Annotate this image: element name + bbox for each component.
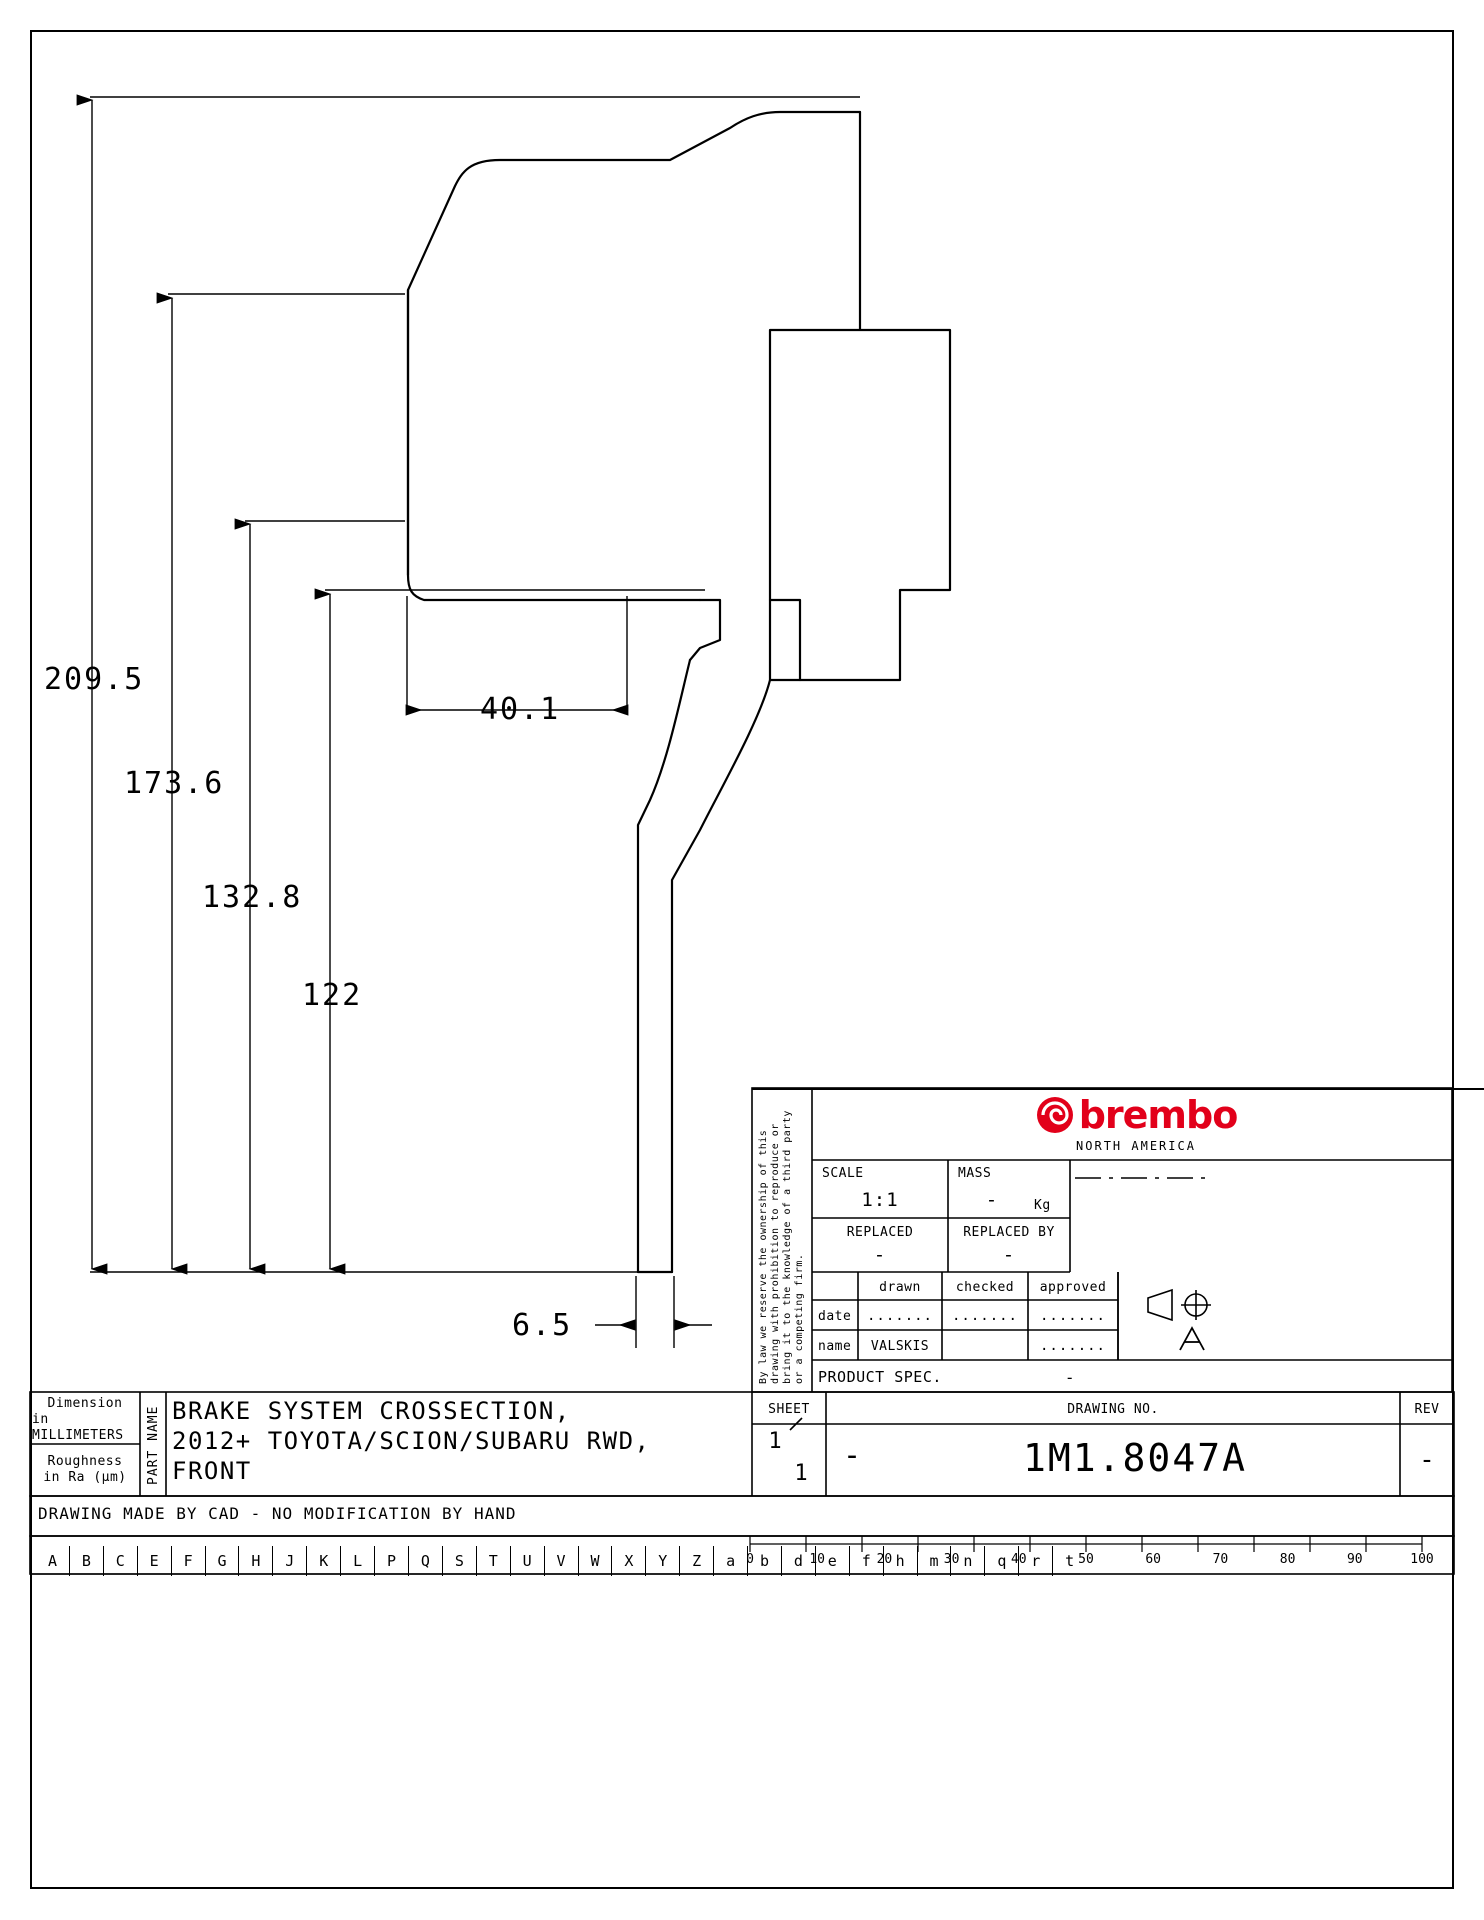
- alphabet-cell-q: q: [984, 1546, 1018, 1576]
- alphabet-cell-e: e: [815, 1546, 849, 1576]
- drawing-no-label: DRAWING NO.: [1067, 1401, 1159, 1417]
- column-drawn: drawn: [879, 1279, 921, 1295]
- alphabet-cell-a: a: [713, 1546, 747, 1576]
- replaced-label: REPLACED: [846, 1224, 914, 1240]
- product-spec-value: -: [1064, 1367, 1076, 1387]
- cad-note: DRAWING MADE BY CAD - NO MODIFICATION BY HAND: [38, 1504, 517, 1523]
- sheet-label: SHEET: [768, 1401, 810, 1417]
- scale-value: 1:1: [861, 1189, 899, 1211]
- alphabet-cell-B: B: [69, 1546, 103, 1576]
- alphabet-cell-G: G: [205, 1546, 239, 1576]
- alphabet-cell-n: n: [950, 1546, 984, 1576]
- alphabet-cell-Y: Y: [645, 1546, 679, 1576]
- alphabet-cell-A: A: [47, 1552, 57, 1570]
- alphabet-cell-P: P: [374, 1546, 408, 1576]
- font-sample-row: [36, 1544, 1086, 1578]
- alphabet-cell-d: d: [781, 1546, 815, 1576]
- ruler-tick-10: 10: [809, 1552, 826, 1567]
- name-approved: .......: [1039, 1338, 1106, 1354]
- ruler-tick-20: 20: [876, 1552, 893, 1567]
- alphabet-cell-f: f: [849, 1546, 883, 1576]
- date-drawn: .......: [866, 1308, 933, 1324]
- rev-value: -: [1419, 1445, 1435, 1475]
- alphabet-cell-r: r: [1018, 1546, 1052, 1576]
- rev-label: REV: [1414, 1401, 1440, 1417]
- replaced-value: -: [873, 1244, 887, 1266]
- ruler-tick-80: 80: [1279, 1552, 1296, 1567]
- alphabet-cell-J: J: [272, 1546, 306, 1576]
- replaced-by-label: REPLACED BY: [963, 1224, 1055, 1240]
- replaced-by-value: -: [1002, 1244, 1016, 1266]
- ruler-tick-40: 40: [1010, 1552, 1027, 1567]
- alphabet-cell-t: t: [1052, 1546, 1086, 1576]
- brembo-wordmark: brembo: [1078, 1093, 1238, 1137]
- drawing-number: 1M1.8047A: [1023, 1436, 1247, 1480]
- date-checked: .......: [951, 1308, 1018, 1324]
- dimension-122: 122: [302, 978, 363, 1013]
- name-drawn: VALSKIS: [870, 1338, 930, 1354]
- dimension-units-label: Dimension in MILLIMETERS: [32, 1396, 124, 1443]
- alphabet-cell-Q: Q: [408, 1546, 442, 1576]
- alphabet-cell-H: H: [238, 1546, 272, 1576]
- alphabet-cell-Z: Z: [679, 1546, 713, 1576]
- alphabet-cell-V: V: [544, 1546, 578, 1576]
- alphabet-cell-X: X: [611, 1546, 645, 1576]
- ruler-tick-0: 0: [746, 1552, 754, 1567]
- alphabet-cell-C: C: [103, 1546, 137, 1576]
- sheet-number: 1: [768, 1428, 782, 1454]
- dimension-173-6: 173.6: [124, 766, 225, 801]
- ruler-tick-60: 60: [1145, 1552, 1162, 1567]
- alphabet-cell-m: m: [917, 1546, 951, 1576]
- ruler-tick-70: 70: [1212, 1552, 1229, 1567]
- ruler-tick-100: 100: [1410, 1552, 1434, 1567]
- dimension-40-1: 40.1: [480, 692, 561, 727]
- drawing-no-prefix: -: [842, 1437, 862, 1473]
- product-spec-label: PRODUCT SPEC.: [818, 1368, 942, 1386]
- alphabet-cell-S: S: [442, 1546, 476, 1576]
- alphabet-cell-h: h: [883, 1546, 917, 1576]
- copyright-notice: By law we reserve the ownership of this drawing with prohibition to reproduce or bring it to the knowledge of a third party or a competing firm.: [758, 1110, 805, 1384]
- sheet-total: 1: [794, 1460, 808, 1486]
- date-approved: .......: [1039, 1308, 1106, 1324]
- part-title: BRAKE SYSTEM CROSSECTION, 2012+ TOYOTA/SCION/SUBARU RWD, FRONT: [172, 1397, 651, 1485]
- column-approved: approved: [1039, 1279, 1107, 1295]
- dimension-132-8: 132.8: [202, 880, 303, 915]
- row-label-name: name: [818, 1338, 852, 1354]
- ruler-tick-90: 90: [1346, 1552, 1363, 1567]
- scale-label: SCALE: [822, 1165, 864, 1181]
- mass-label: MASS: [958, 1165, 992, 1181]
- row-label-date: date: [818, 1308, 852, 1324]
- ruler-tick-50: 50: [1078, 1552, 1094, 1567]
- part-name-label: PART NAME: [146, 1405, 161, 1485]
- brembo-subtitle: NORTH AMERICA: [1076, 1139, 1196, 1153]
- alphabet-cell-L: L: [340, 1546, 374, 1576]
- dimension-6-5: 6.5: [512, 1308, 573, 1343]
- alphabet-cell-K: K: [306, 1546, 340, 1576]
- alphabet-cell-T: T: [476, 1546, 510, 1576]
- mass-value: -: [985, 1189, 999, 1211]
- alphabet-cell-W: W: [578, 1546, 612, 1576]
- roughness-label: Roughness in Ra (μm): [43, 1454, 127, 1485]
- alphabet-cell-b: b: [747, 1546, 781, 1576]
- alphabet-cell-E: E: [137, 1546, 171, 1576]
- column-checked: checked: [955, 1279, 1015, 1295]
- ruler-tick-30: 30: [943, 1552, 960, 1567]
- alphabet-cell-F: F: [171, 1546, 205, 1576]
- alphabet-cell-U: U: [510, 1546, 544, 1576]
- dimension-209-5: 209.5: [44, 662, 145, 697]
- mass-unit: Kg: [1034, 1197, 1051, 1213]
